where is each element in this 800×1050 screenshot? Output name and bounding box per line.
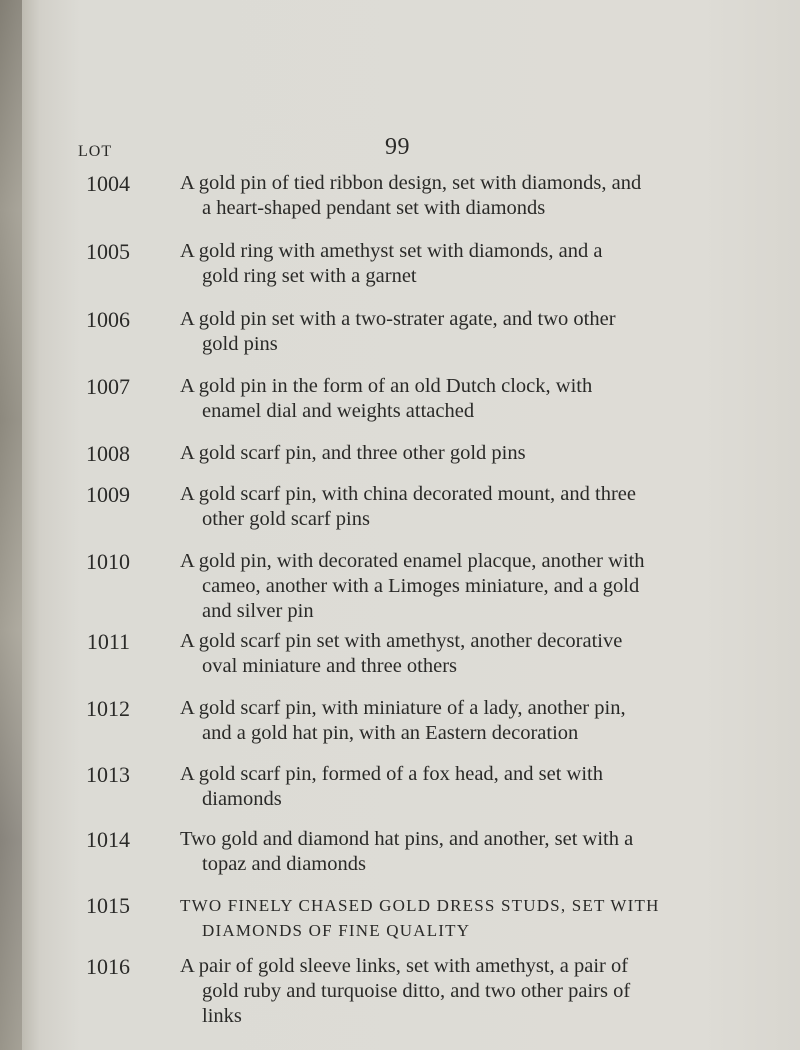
lot-number: 1009 <box>86 482 130 507</box>
description-line: A pair of gold sleeve links, set with amethyst, a pair of <box>180 955 629 977</box>
lot-description <box>180 827 650 877</box>
lot-description <box>180 549 650 624</box>
lot-description <box>180 239 650 289</box>
lot-number: 1008 <box>86 441 130 466</box>
description-line: Two gold and diamond hat pins, and another, set with a <box>180 828 634 850</box>
lot-number: 1007 <box>86 374 130 399</box>
description-line: topaz and diamonds <box>202 853 366 875</box>
description-line: enamel dial and weights attached <box>202 400 475 422</box>
lot-description <box>180 374 650 424</box>
description-line: A gold pin, with decorated enamel placque, another with <box>180 550 645 572</box>
lot-number: 1016 <box>86 954 130 979</box>
description-line: gold ruby and turquoise ditto, and two other pairs of <box>202 980 631 1002</box>
description-line: other gold scarf pins <box>202 508 370 530</box>
description-line: A gold scarf pin, with miniature of a lady, another pin, <box>180 697 626 719</box>
lot-description <box>180 762 650 812</box>
lot-description <box>180 954 650 1029</box>
lot-number: 1004 <box>86 171 130 196</box>
description-line: A gold scarf pin, and three other gold pins <box>180 442 526 464</box>
lot-number: 1013 <box>86 762 130 787</box>
description-line: diamonds <box>202 788 282 810</box>
description-line: A gold pin in the form of an old Dutch clock, with <box>180 375 593 397</box>
description-line: TWO FINELY CHASED GOLD DRESS STUDS, SET WITH <box>180 896 660 915</box>
lot-number: 1012 <box>86 696 130 721</box>
page-number: 99 <box>385 134 410 160</box>
lot-description <box>180 893 660 943</box>
description-line: cameo, another with a Limoges miniature, and a gold <box>202 575 640 597</box>
description-line: links <box>202 1005 242 1027</box>
description-line: a heart-shaped pendant set with diamonds <box>202 197 546 219</box>
lot-number: 1011 <box>86 629 130 654</box>
description-line: A gold ring with amethyst set with diamonds, and a <box>180 240 603 262</box>
lot-description <box>180 171 650 221</box>
description-line: A gold pin set with a two-strater agate, and two other <box>180 308 616 330</box>
lot-number: 1015 <box>86 893 130 918</box>
description-line: A gold scarf pin set with amethyst, another decorative <box>180 630 623 652</box>
description-line: and silver pin <box>202 600 314 622</box>
lot-description <box>180 629 650 679</box>
lot-column-header: LOT <box>78 143 113 160</box>
description-line: oval miniature and three others <box>202 655 458 677</box>
lot-description <box>180 441 650 466</box>
lot-description <box>180 307 650 357</box>
description-line: gold ring set with a garnet <box>202 265 417 287</box>
description-line: DIAMONDS OF FINE QUALITY <box>202 921 471 940</box>
lot-number: 1006 <box>86 307 130 332</box>
lot-description <box>180 696 650 746</box>
lot-number: 1014 <box>86 827 130 852</box>
lot-description <box>180 482 650 532</box>
page-edge <box>0 0 22 1050</box>
lot-number: 1005 <box>86 239 130 264</box>
description-line: A gold scarf pin, formed of a fox head, and set with <box>180 763 603 785</box>
lot-number: 1010 <box>86 549 130 574</box>
description-line: gold pins <box>202 333 278 355</box>
description-line: A gold pin of tied ribbon design, set with diamonds, and <box>180 172 642 194</box>
description-line: and a gold hat pin, with an Eastern decoration <box>202 722 579 744</box>
description-line: A gold scarf pin, with china decorated mount, and three <box>180 483 636 505</box>
